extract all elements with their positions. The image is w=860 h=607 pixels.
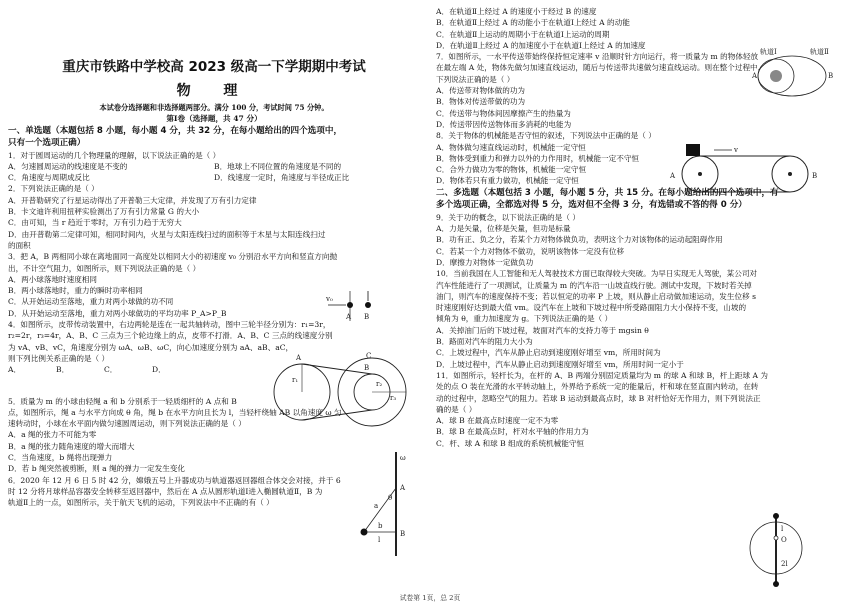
- q4-figure: [272, 350, 412, 430]
- q6-moon: [770, 70, 782, 82]
- q3-figure: [320, 283, 390, 323]
- question-line: 动的过程中，忽略空气的阻力。若球 B 运动到最高点时，球 B 对杆恰好无作用力，则下列说法正: [436, 393, 761, 403]
- q4-label-c: C: [366, 352, 372, 360]
- question-line: A．球 B 在最高点时速度一定不为零: [436, 416, 559, 426]
- option-text: A．: [8, 365, 22, 375]
- section-heading: 只有一个选项正确）: [8, 138, 86, 149]
- option-text: C．: [104, 365, 118, 375]
- option-text: D．线速度一定时，角速度与半径成正比: [214, 173, 350, 183]
- q11-axle: [774, 536, 778, 540]
- q5-figure: [352, 448, 414, 560]
- question-line: C．若某一个力对物体不做功，说明该物体一定没有位移: [436, 246, 625, 256]
- option-text: B．: [56, 365, 70, 375]
- section-heading: 二、多选题（本题包括 3 小题，每小题 5 分，共 15 分。在每小题给出的四个选项中，有: [436, 187, 779, 198]
- question-line: 7．如图所示，一水平传送带始终保持恒定速率 v 沿顺时针方向运行，将一质量为 m 的物体轻放: [436, 52, 759, 62]
- question-line: 为 vA、vB、vC，角速度分别为 ωA、ωB、ωC，向心加速度分别为 aA、aB、aC，: [8, 342, 294, 352]
- exam-note: 本试卷分选择题和非选择题两部分。满分 100 分，考试时间 75 分钟。: [99, 103, 329, 112]
- question-line: A．力是矢量，位移是矢量，但功是标量: [436, 224, 571, 234]
- question-line: A．开普勒研究了行星运动得出了开普勒三大定律，并发现了万有引力定律: [8, 195, 257, 205]
- q4-label-r3: r₃: [390, 394, 397, 402]
- question-line: D．上坡过程中，汽车从静止启动到速度刚好增至 vm，所用时间一定小于: [436, 359, 684, 369]
- exam-title: 重庆市铁路中学校高 2023 级高一下学期期中考试: [62, 59, 366, 75]
- q5-ball: [361, 529, 368, 536]
- question-line: 4．如图所示，皮带传动装置中，右边两轮是连在一起共轴转动，图中三轮半径分别为：r₁=3r，: [8, 320, 331, 330]
- q11-label-o: O: [781, 536, 787, 544]
- question-line: D．在轨道Ⅱ上经过 A 的加速度小于在轨道Ⅰ上经过 A 的加速度: [436, 40, 646, 50]
- q5-label-w: ω: [400, 454, 406, 462]
- option-row: [8, 161, 420, 172]
- option-text: B．地球上不同位置的角速度是不同的: [214, 161, 342, 171]
- q4-label-b: B: [364, 364, 370, 372]
- question-line: B．球 B 在最高点时，杆对水平轴的作用力为: [436, 427, 589, 437]
- question-line: 则下列比例关系正确的是（ ）: [8, 353, 110, 363]
- question-line: C．由可知，当 r 趋近于零时，万有引力趋于无穷大: [8, 218, 182, 228]
- q3-label-a: A: [346, 313, 352, 321]
- q11-label-2l: 2l: [781, 560, 788, 568]
- question-line: C．传送带与物体间因摩擦产生的热量为: [436, 108, 571, 118]
- exam-subject: 物 理: [176, 83, 252, 99]
- q4-belt-top: [302, 364, 372, 374]
- q4-label-r1: r₁: [292, 376, 299, 384]
- question-line: B．路面对汽车的阻力大小为: [436, 337, 533, 347]
- question-line: C．当角速度，b 绳将出现弹力: [8, 453, 113, 463]
- question-line: B．在轨道Ⅱ上经过 A 的动能小于在轨道Ⅰ上经过 A 的动能: [436, 18, 630, 28]
- q4-belt-bottom: [302, 410, 372, 420]
- question-line: C．杆、球 A 和球 B 组成的系统机械能守恒: [436, 438, 585, 448]
- q3-ball-b: [365, 302, 371, 308]
- q6-figure: [740, 46, 840, 102]
- question-line: 时速度刚好达到最大值 vm。设汽车在上坡和下坡过程中所受路面阻力大小保持不变，山坡的: [436, 303, 747, 313]
- question-line: B．物体受到重力和弹力以外的力作用时，机械能一定不守恒: [436, 153, 640, 163]
- q7-block: [686, 144, 700, 156]
- question-line: D．若 b 绳突然被剪断，则 a 绳的弹力一定发生变化: [8, 464, 186, 474]
- q4-label-a: A: [296, 354, 302, 362]
- q11-ball-a: [773, 581, 779, 587]
- question-line: 时 12 分将月球样品容器安全转移至返回器中，然后在 A 点从圆形轨道Ⅰ进入椭圆轨道Ⅱ，B 为: [8, 486, 323, 496]
- question-line: 油门，则汽车的速度保持不变；若以恒定的功率 P 上坡，则从静止启动做加速运动，发生位移 s: [436, 291, 756, 301]
- question-line: D．从开始运动至落地，重力对两小球做功的平均功率 P_A>P_B: [8, 308, 227, 318]
- question-line: A．传送带对物体做的功为: [436, 86, 526, 96]
- q7-axle-left: [698, 172, 702, 176]
- q7-label-b: B: [812, 172, 818, 180]
- q11-label-l: l: [781, 525, 784, 533]
- q6-label-orbit1: 轨道Ⅰ: [760, 48, 777, 56]
- q5-label-theta: θ: [388, 494, 393, 502]
- q6-label-orbit2: 轨道Ⅱ: [810, 48, 829, 56]
- question-line: 确的是（ ）: [436, 404, 477, 414]
- q5-label-B: B: [400, 530, 406, 538]
- question-line: B．卡文迪许利用扭秤实验测出了万有引力常量 G 的大小: [8, 207, 200, 217]
- q5-label-b: b: [378, 522, 383, 530]
- q5-label-l: l: [378, 536, 381, 544]
- part-heading: 第Ⅰ卷（选择题，共 47 分）: [166, 114, 262, 124]
- option-text: C．角速度与周期成反比: [8, 173, 90, 183]
- question-line: 倾角为 θ，重力加速度为 g。下列说法正确的是（ ）: [436, 314, 613, 324]
- question-line: D．由开普勒第二定律可知，相同时间内，火星与太阳连线扫过的面积等于木星与太阳连线扫过: [8, 229, 326, 239]
- q4-label-r2: r₂: [376, 380, 383, 388]
- q7-figure: [664, 140, 824, 200]
- question-line: 点，如图所示，绳 a 与水平方向成 θ 角，绳 b 在水平方向且长为 l，当轻杆绕轴 AB 以角速度 ω 匀: [8, 407, 342, 417]
- q7-label-a: A: [670, 172, 676, 180]
- question-line: 6．2020 年 12 月 6 日 5 时 42 分，嫦娥五号上升器成功与轨道器返回器组合体交会对接，并于 6: [8, 475, 341, 485]
- question-line: B．物体对传送带做的功为: [436, 97, 526, 107]
- question-line: 9．关于功的概念，以下说法正确的是（ ）: [436, 212, 580, 222]
- option-text: A．匀速圆周运动的线速度是不变的: [8, 161, 128, 171]
- question-line: 2．下列说法正确的是（ ）: [8, 184, 99, 194]
- question-line: 下列说法正确的是（ ）: [436, 74, 515, 84]
- question-line: A．在轨道Ⅱ上经过 A 的速度小于经过 B 的速度: [436, 7, 597, 16]
- q3-label-v0: v₀: [326, 295, 333, 303]
- left-column: [8, 6, 420, 509]
- question-line: 8．关于物体的机械能是否守恒的叙述，下列说法中正确的是（ ）: [436, 131, 656, 141]
- question-line: D．摩擦力对物体一定做负功: [436, 257, 534, 267]
- q7-label-v: v: [734, 146, 738, 154]
- question-line: A．两小球落地时速度相同: [8, 274, 98, 284]
- question-line: 汽车性能进行了一项测试，让质量为 m 的汽车沿一山坡直线行驶。测试中发现，下坡时若关掉: [436, 280, 752, 290]
- q11-figure: [748, 504, 804, 590]
- question-line: 处的点 O 装在光滑的水平转动轴上，外界给予系统一定的能量后，杆和球在竖直面内转动，在转: [436, 382, 759, 392]
- question-line: B．两小球落地时，重力的瞬时功率相同: [8, 286, 143, 296]
- question-line: 5．质量为 m 的小球由轻绳 a 和 b 分别系于一轻质细杆的 A 点和 B: [8, 396, 237, 406]
- section-heading: 多个选项正确，全都选对得 5 分，选对但不全得 3 分，有选错或不答的得 0 分）: [436, 200, 747, 211]
- question-line: D．传送带因传送物体而多消耗的电能为: [436, 119, 572, 129]
- question-line: 轨道Ⅱ上的一点，如图所示，关于航天飞机的运动，下列说法中不正确的有（ ）: [8, 498, 274, 508]
- q7-axle-right: [788, 172, 792, 176]
- question-line: 出，不计空气阻力，如图所示，则下列说法正确的是（ ）: [8, 263, 201, 273]
- question-line: r₂=2r，r₃=4r，A、B、C 三点为三个轮边缘上的点，皮带不打滑．A、B、C 三点的线速度分别: [8, 331, 333, 341]
- q6-label-a: A: [752, 72, 758, 80]
- question-line: 在最左端 A 处，物体先做匀加速直线运动，随后与传送带共速做匀速直线运动。则在整个过程中，: [436, 63, 766, 73]
- question-line: B．功有正、负之分，若某个力对物体做负功，表明这个力对该物体的运动起阻碍作用: [436, 235, 723, 245]
- question-line: 1．对于圆周运动的几个物理量的理解，以下说法正确的是（ ）: [8, 150, 221, 160]
- question-line: 速转动时，小球在水平面内做匀速圆周运动，则下列说法正确的是（ ）: [8, 419, 246, 429]
- q11-ball-b: [773, 513, 779, 519]
- q3-label-b: B: [364, 313, 370, 321]
- question-line: C．在轨道Ⅱ上运动的周期小于在轨道Ⅰ上运动的周期: [436, 29, 610, 39]
- question-line: 的面积: [8, 240, 31, 250]
- question-line: A．a 绳的张力不可能为零: [8, 430, 97, 440]
- question-line: C．上坡过程中，汽车从静止启动到速度刚好增至 vm，所用时间为: [436, 348, 661, 358]
- section-heading: 一、单选题（本题包括 8 小题，每小题 4 分，共 32 分，在每小题给出的四个选项中，: [8, 125, 343, 136]
- option-text: D．: [152, 365, 166, 375]
- q5-label-a: a: [374, 502, 379, 510]
- question-line: A．关掉油门后的下坡过程，坡面对汽车的支持力等于 mgsin θ: [436, 325, 649, 335]
- question-line: D．物体若只有重力做功，机械能一定守恒: [436, 176, 579, 186]
- q5-label-A: A: [400, 484, 406, 492]
- question-line: 3．把 A，B 两相同小球在离地面同一高度处以相同大小的初速度 v₀ 分别沿水平方向和竖直方向抛: [8, 252, 338, 262]
- page-footer: 试卷第 1页，总 2页: [399, 594, 461, 602]
- q3-ball-a: [347, 302, 353, 308]
- question-line: C．从开始运动至落地，重力对两小球做的功不同: [8, 297, 174, 307]
- question-line: A．物体做匀速直线运动时，机械能一定守恒: [436, 142, 586, 152]
- q6-label-b: B: [828, 72, 834, 80]
- option-row: [8, 172, 420, 183]
- question-line: 11．如图所示，轻杆长为，在杆的 A、B 两端分别固定质量均为 m 的球 A 和球 B，杆上距球 A 为: [436, 370, 768, 380]
- q6-orbit-2: [758, 56, 826, 96]
- question-line: C．合外力做功为零的物体，机械能一定守恒: [436, 165, 587, 175]
- question-line: B．a 绳的张力随角速度的增大而增大: [8, 441, 135, 451]
- question-line: 10．当前我国在人工智能和无人驾驶技术方面已取得较大突破。为早日实现无人驾驶，某公司对: [436, 269, 758, 279]
